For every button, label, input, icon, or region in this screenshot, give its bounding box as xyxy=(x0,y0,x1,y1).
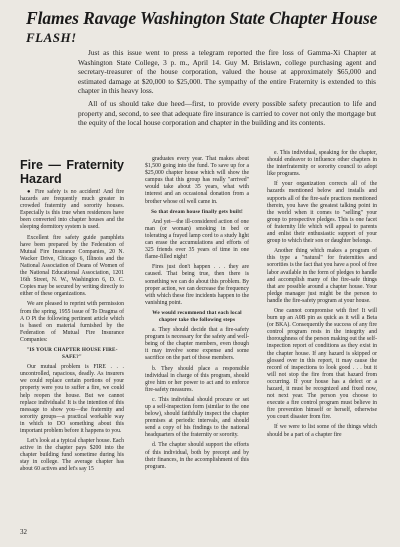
paragraph: Our mutual problem is FIRE . . . uncontrolled, rapacious, deadly. As insurers we could replace certain portions of your property were you to suffer a fire, we could help reopen the house. But we cannot replace individuals! It is the intention of this message to show you—the fraternity and sorority groups—a practical workable way in which to DO something about this important problem before it happens to you. xyxy=(20,364,124,434)
paragraph: Another thing which makes a program of this type a "natural" for fraternities and sororities is the fact that you have a pool of free labor available in the form of pledges to handle and accomplish many of the fire-safe things that are possible around a chapter house. Your pledge manager just might be the person to handle the fire-safety program at your house. xyxy=(267,248,377,304)
paragraph: ● Fire safety is no accident! And fire hazards are frequently much greater in crowded fraternity and sorority houses. Especially is this true when residences have been converted into chapter houses and the sleeping dormitory system is used. xyxy=(20,189,124,231)
subhead: "IS YOUR CHAPTER HOUSE FIRE-SAFE?" xyxy=(26,346,118,361)
flash-label: FLASH! xyxy=(26,30,77,45)
paragraph: graduates every year. That makes about $1,500 going into the fund. To save up for a $25,000 chapter house which will show the campus that this group has really "arrived" would take about 35 years, what with interest and an occasional donation from a brother whose oil well came in. xyxy=(145,156,249,205)
paragraph: b. They should place a responsible individual in charge of this program, should give him or her power to act and to enforce fire-safety measures. xyxy=(145,365,249,393)
paragraph: Fires just don't happen . . . they are caused. That being true, then there is something we can do about this problem. By proper action, we can decrease the frequency with which these fire incidents happen to the vanishing point. xyxy=(145,264,249,306)
paragraph: e. This individual, speaking for the chapter, should endeavor to influence other chapters in the interfraternity or sorority council to adopt like programs. xyxy=(267,150,377,178)
section-title: Fire — Fraternity Hazard xyxy=(20,158,124,186)
column-3 xyxy=(267,150,377,442)
lead-text xyxy=(78,48,376,131)
lead-paragraph: All of us should take due heed—first, to provide every possible safety precaution to life and property and, second, to see that adequate fire insurance is carried to cover not only the mortgage but the equity of the local house corporation and chapter in the building and its contents. xyxy=(78,98,376,128)
subhead: So that dream house finally gets built! xyxy=(151,208,243,215)
paragraph: One cannot compromise with fire! It will burn up an A0B pin as quick as it will a Beta (or BKA). Consequently the success of any fire control program rests in the integrity and thoroughness of the person making out the self-inspection report of conditions as they exist in the chapter house. If any hazard is skipped or glossed over in this report, it may cause the record of inspections to look good . . . but it will not stop the fire from that hazard from occurring. If your house has a defect or a hazard, it must be recognized and fixed now, not next year. The person you choose to execute a fire control program must believe in fire prevention himself or herself, otherwise you court disaster from fire. xyxy=(267,307,377,421)
paragraph: d. The chapter should support the efforts of this individual, both by precept and by their finances, in the accomplishment of this program. xyxy=(145,442,249,470)
paragraph: If we were to list some of the things which should be a part of a chapter fire xyxy=(267,424,377,438)
paragraph: a. They should decide that a fire-safety program is necessary for the safety and well-being of the chapter members, even though it may involve some expense and some sacrifice on the part of those members. xyxy=(145,327,249,362)
paragraph: c. This individual should procure or set up a self-inspection form (similar to the one below), should faithfully inspect the chapter premises at periodic intervals, and should send a copy of his findings to the national headquarters of the fraternity or sorority. xyxy=(145,396,249,439)
paragraph: If your organization corrects all of the hazards mentioned below and installs and supports all of the fire-safe practices mentioned therein, you have the greatest talking point in the world when it comes to "selling" your group to prospective pledges. This is one facet of fraternity life which will appeal to parents and enlist their enthusiastic support of your group to which their son or daughter belongs. xyxy=(267,181,377,245)
headline: Flames Ravage Washington State Chapter House xyxy=(26,8,378,28)
paragraph: Excellent fire safety guide pamphlets have been prepared by the Federation of Mutual Fire Insurance Companies, 20 N. Wacker Drive, Chicago 6, Illinois and the National Association of Deans of Women of the National Educational Association, 1201 16th Street, N. W., Washington 6, D. C. Copies may be secured by writing directly to either of these organizations. xyxy=(20,234,124,298)
column-1 xyxy=(20,158,124,477)
column-2 xyxy=(145,156,249,474)
page-number: 32 xyxy=(20,528,27,536)
paragraph: Let's look at a typical chapter house. Each active in the chapter pays $200 into the chapter building fund sometime during his stay in college. The average chapter has about 60 actives and let's say 15 xyxy=(20,438,124,473)
lead-paragraph: Just as this issue went to press a telegram reported the fire loss of Gamma-Xi Chapter at Washington State College, 3 p. m., April 14. Guy M. Brislawn, college purchasing agent and secretary-treasurer of the house corporation, valued the house at approximately $65,000 and estimated damage at $20,000 to $25,000. The sympathy of the entire Fraternity is extended to this chapter in this heavy loss. xyxy=(78,48,376,96)
paragraph: We are pleased to reprint with permission from the spring, 1955 issue of To Dragma of A O Pi the following pertinent article which is based on material furnished by the Federation of Mutual Fire Insurance Companies: xyxy=(20,301,124,343)
paragraph: And yet—the ill-considered action of one man (or woman) smoking in bed or tolerating a frayed lamp cord to a study light can erase the accumulations and efforts of 325 friends over 35 years of time in one flame-filled night! xyxy=(145,218,249,261)
subhead: We would recommend that each local chapter take the following steps xyxy=(152,309,242,323)
